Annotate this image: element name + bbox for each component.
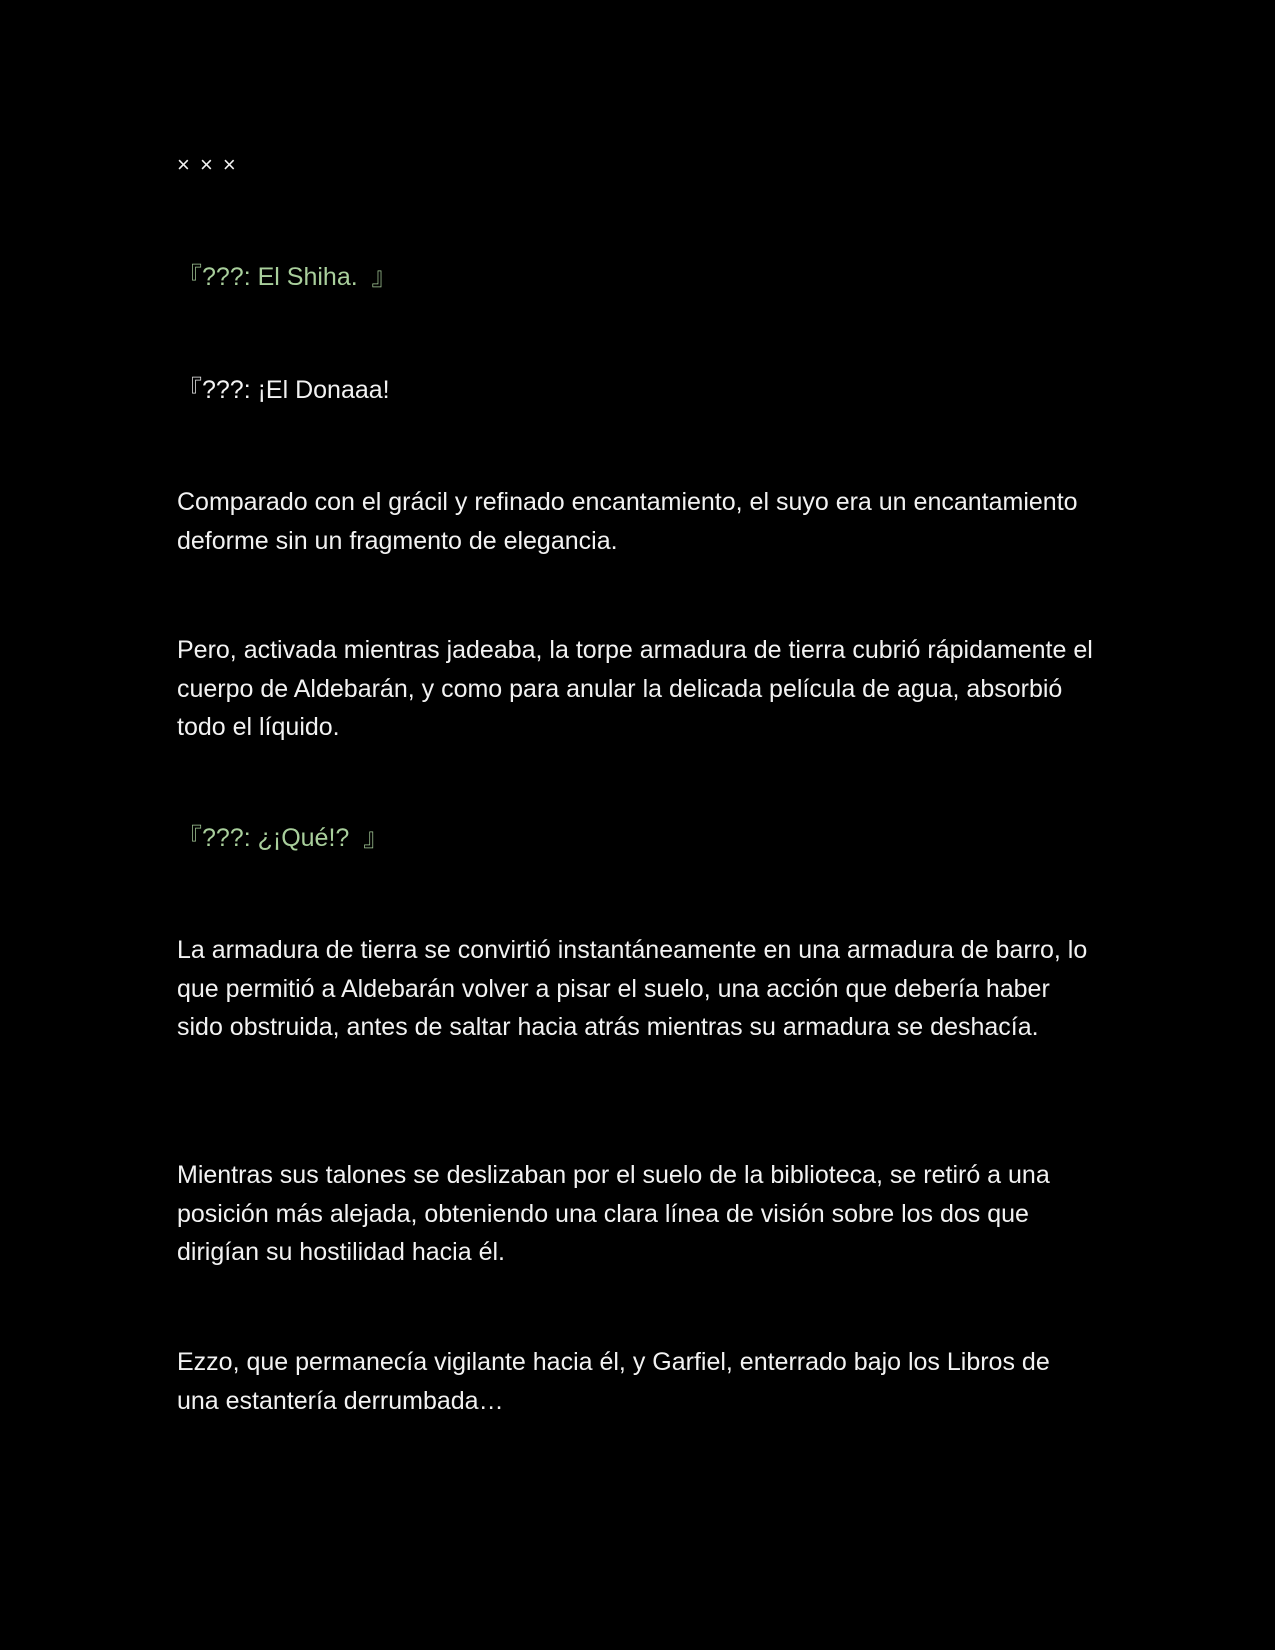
document-page (177, 0, 1097, 1650)
paragraph-comparado: Comparado con el grácil y refinado encantamiento, el suyo era un encantamiento deforme sin un fragmento de elegancia. (177, 488, 1078, 555)
paragraph-mientras-sus-talones: Mientras sus talones se deslizaban por el suelo de la biblioteca, se retiró a una posición más alejada, obteniendo una clara línea de visión sobre los dos que dirigían su hostilidad hacia él. (177, 1161, 1050, 1266)
dialogue-line-el-donaaa: 『???: ¡El Donaaa! (177, 376, 390, 404)
scene-separator: × × × (177, 152, 238, 177)
paragraph-armadura-de-tierra: La armadura de tierra se convirtió instantáneamente en una armadura de barro, lo que permitió a Aldebarán volver a pisar el suelo, una acción que debería haber sido obstruida, antes de saltar hacia atrás mientras su armadura se deshacía. (177, 936, 1088, 1041)
paragraph-pero-activada: Pero, activada mientras jadeaba, la torpe armadura de tierra cubrió rápidamente el cuerpo de Aldebarán, y como para anular la delicada película de agua, absorbió todo el líquido. (177, 636, 1093, 741)
dialogue-line-el-shiha: 『???: El Shiha. 』 (177, 263, 397, 291)
dialogue-line-que: 『???: ¿¡Qué!? 』 (177, 824, 389, 852)
paragraph-ezzo-y-garfiel: Ezzo, que permanecía vigilante hacia él, y Garfiel, enterrado bajo los Libros de una estantería derrumbada… (177, 1348, 1050, 1415)
